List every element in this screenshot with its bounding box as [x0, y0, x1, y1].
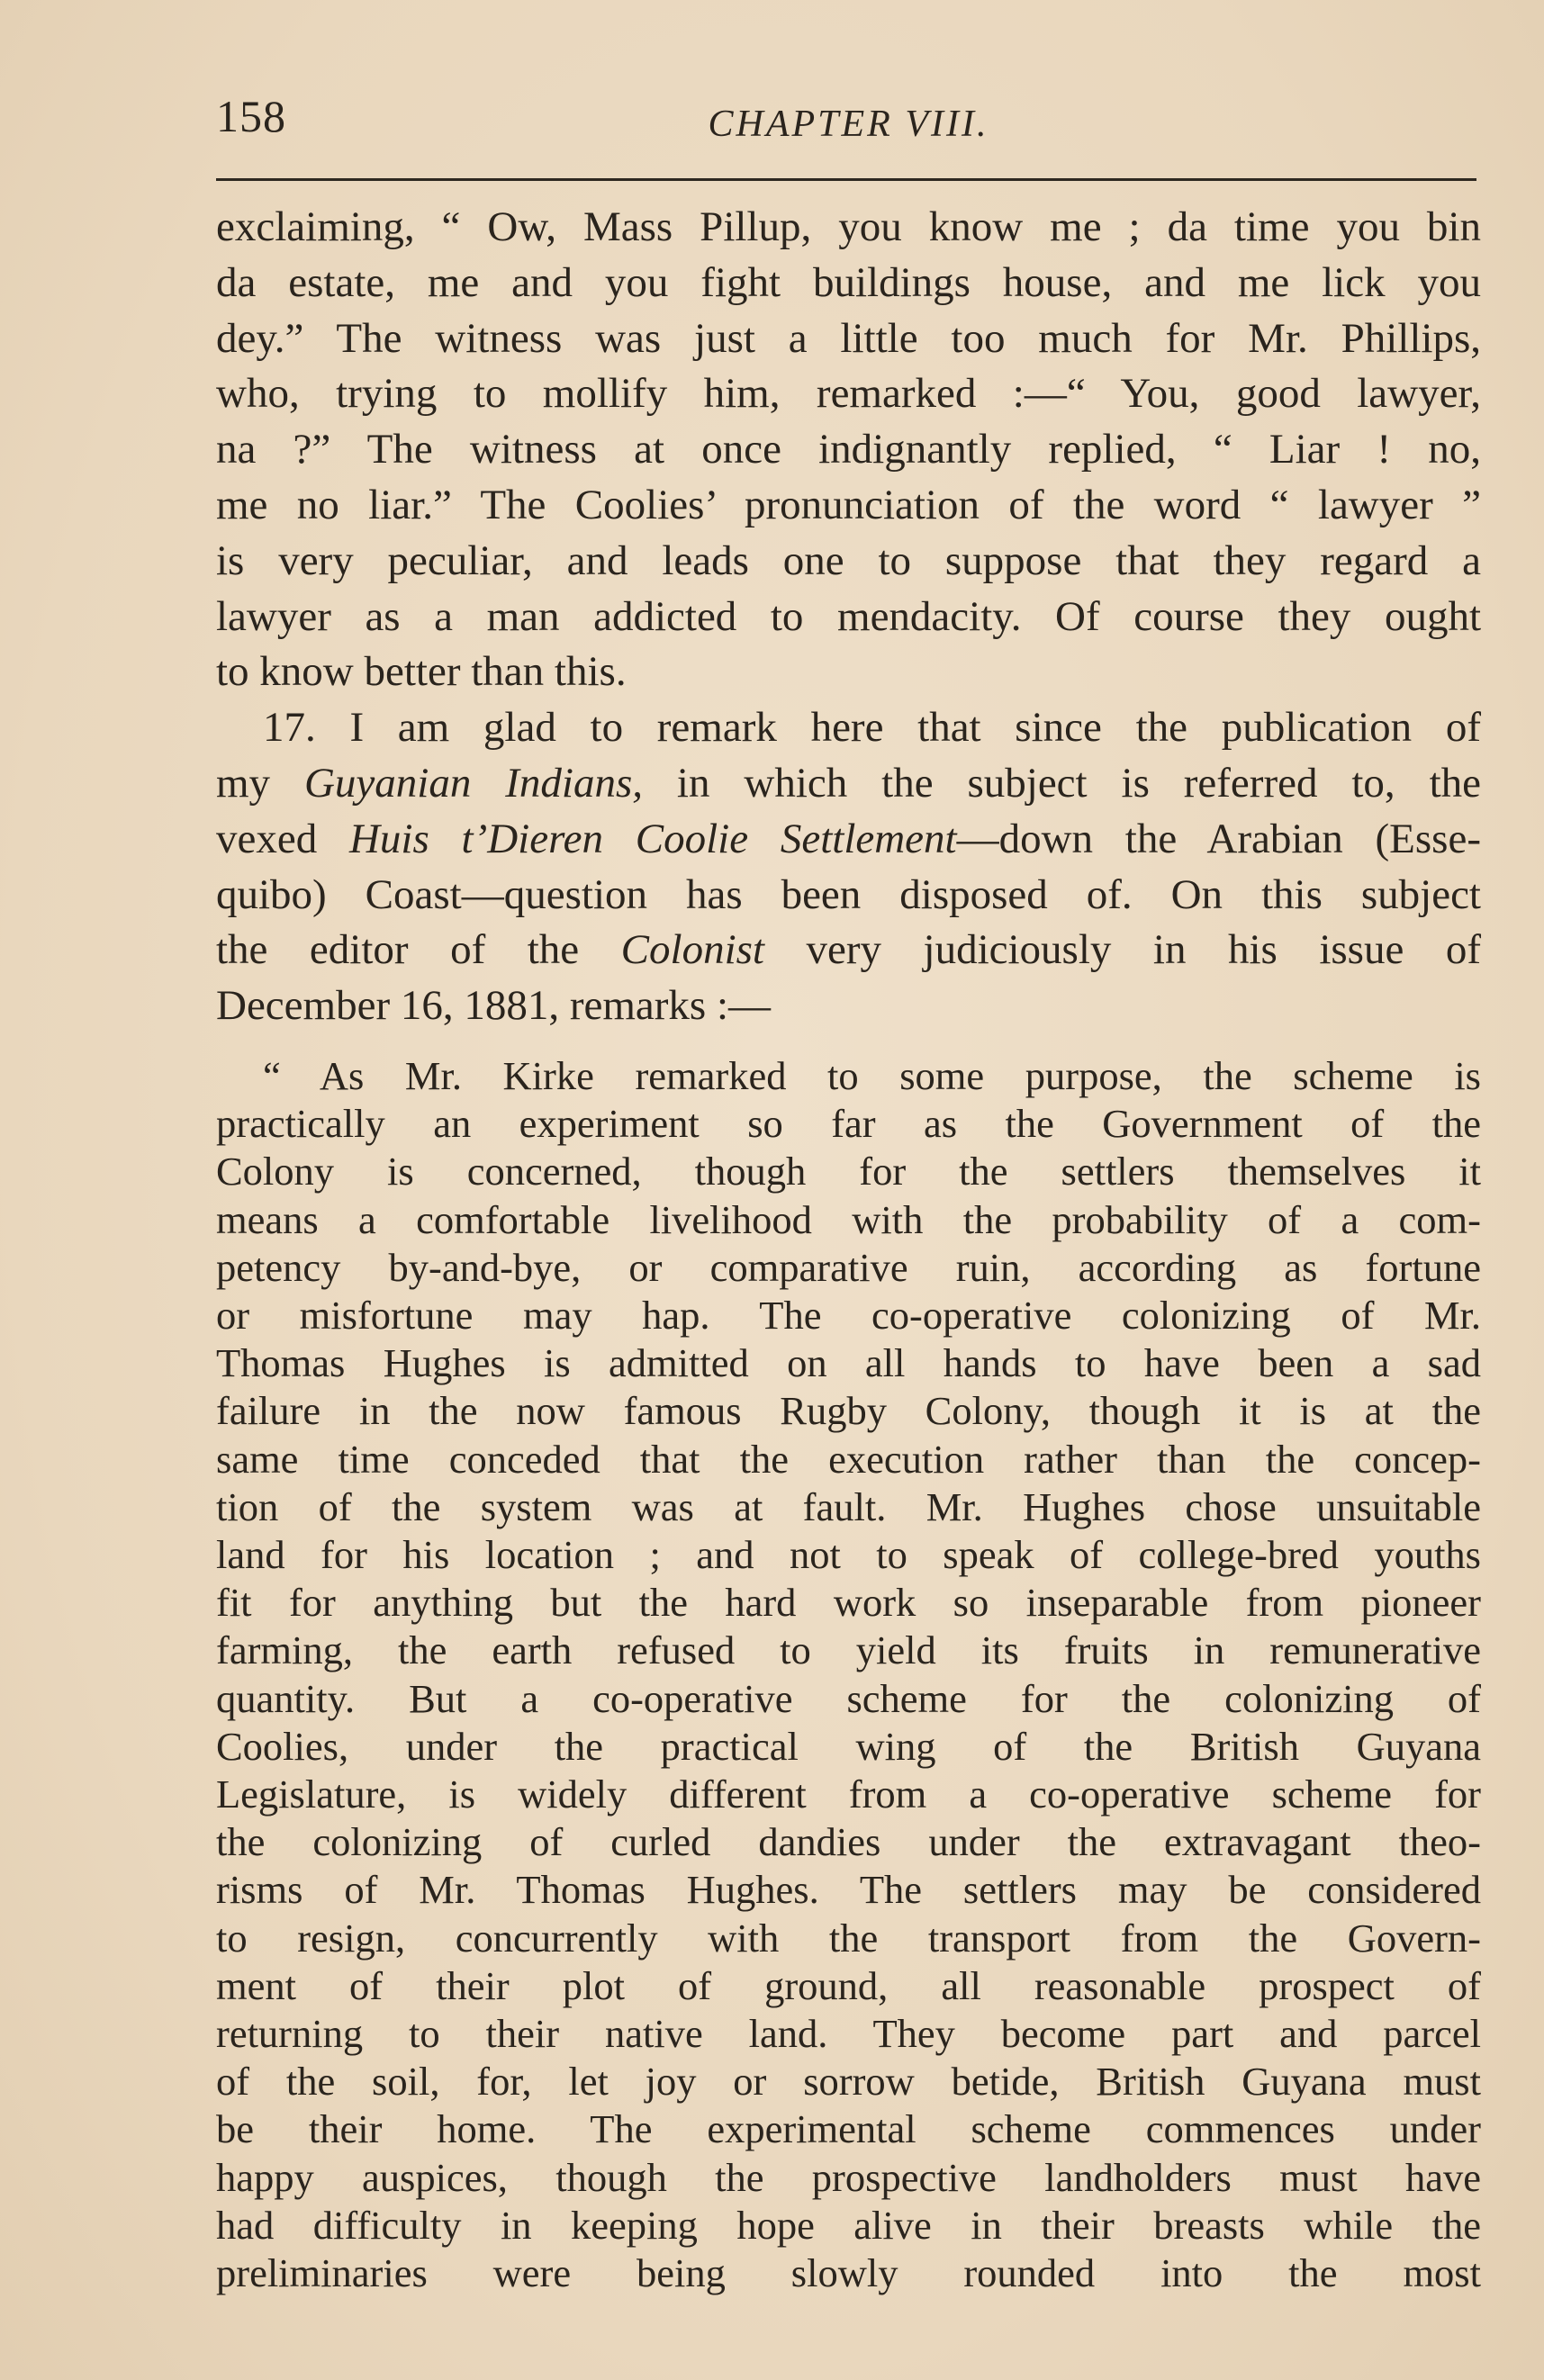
quote-line: failure in the now famous Rugby Colony, though it is at the [216, 1388, 1481, 1434]
header-rule [216, 178, 1476, 181]
text-run: vexed [216, 815, 349, 862]
text-run: in which the subject is referred to, the [643, 759, 1481, 807]
text-line: da estate, me and you fight buildings house, and me lick you [216, 258, 1481, 306]
running-head: CHAPTER VIII. [708, 104, 989, 145]
text-line [216, 756, 1481, 812]
quote-line: means a comfortable livelihood with the probability of a com- [216, 1196, 1481, 1242]
quote-line: the colonizing of curled dandies under the extravagant theo- [216, 1819, 1481, 1865]
quote-line: returning to their native land. They become part and parcel [216, 2011, 1481, 2057]
text-line: exclaiming, “ Ow, Mass Pillup, you know me ; da time you bin [216, 203, 1481, 250]
text-line: to know better than this. [216, 648, 627, 696]
quote-line: fit for anything but the hard work so inseparable from pioneer [216, 1580, 1481, 1626]
quote-line: petency by-and-bye, or comparative ruin, according as fortune [216, 1244, 1481, 1290]
quote-line: quantity. But a co-operative scheme for the colonizing of [216, 1675, 1481, 1721]
quote-line: land for his location ; and not to speak of college-bred youths [216, 1531, 1481, 1577]
newspaper-name-italic: Colonist [620, 926, 764, 974]
block-quote [216, 1052, 1481, 2297]
body-text [216, 200, 1481, 2297]
quote-line: preliminaries were being slowly rounded into the most [216, 2250, 1481, 2296]
text-line [216, 923, 1481, 978]
text-line: me no liar.” The Coolies’ pronunciation of the word “ lawyer ” [216, 481, 1481, 528]
quote-line: farming, the earth refused to yield its fruits in remunerative [216, 1627, 1481, 1673]
text-run: —down the Arabian (Esse- [956, 815, 1481, 862]
quote-line: risms of Mr. Thomas Hughes. The settlers may be considered [216, 1867, 1481, 1913]
quote-line: to resign, concurrently with the transport from the Govern- [216, 1915, 1481, 1961]
text-run: very judiciously in his issue of [763, 926, 1481, 974]
text-line: who, trying to mollify him, remarked :—“ You, good lawyer, [216, 370, 1481, 418]
quote-line: of the soil, for, let joy or sorrow betide, British Guyana must [216, 2059, 1481, 2105]
quote-line: Coolies, under the practical wing of the British Guyana [216, 1723, 1481, 1769]
paragraph-2 [216, 700, 1481, 1034]
text-run: the editor of the [216, 926, 621, 974]
page-header [216, 90, 1481, 153]
quote-line: Thomas Hughes is admitted on all hands to have been a sad [216, 1340, 1481, 1386]
text-line: lawyer as a man addicted to mendacity. Of course they ought [216, 592, 1481, 640]
text-line: 17. I am glad to remark here that since the publication of [263, 704, 1481, 752]
quote-line: Legislature, is widely different from a co-operative scheme for [216, 1771, 1481, 1817]
text-line: is very peculiar, and leads one to suppose that they regard a [216, 536, 1481, 584]
settlement-name-italic: Huis t’Dieren Coolie Settlement [348, 815, 957, 862]
text-line: December 16, 1881, remarks :— [216, 982, 772, 1030]
quote-line: happy auspices, though the prospective landholders must have [216, 2154, 1481, 2200]
quote-line: ment of their plot of ground, all reasonable prospect of [216, 1962, 1481, 2008]
quote-line: or misfortune may hap. The co-operative colonizing of Mr. [216, 1292, 1481, 1338]
quote-line: be their home. The experimental scheme commences under [216, 2106, 1481, 2152]
text-line: quibo) Coast—question has been disposed of. On this subject [216, 870, 1481, 918]
book-title-italic: Guyanian Indians, [303, 759, 643, 807]
text-line [216, 812, 1481, 868]
page-number: 158 [216, 91, 286, 141]
quote-line: same time conceded that the execution rather than the concep- [216, 1436, 1481, 1482]
text-line: dey.” The witness was just a little too much for Mr. Phillips, [216, 314, 1481, 362]
quote-line: tion of the system was at fault. Mr. Hughes chose unsuitable [216, 1483, 1481, 1529]
text-line: na ?” The witness at once indignantly replied, “ Liar ! no, [216, 426, 1481, 473]
quote-line: Colony is concerned, though for the settlers themselves it [216, 1149, 1481, 1195]
quote-line: “ As Mr. Kirke remarked to some purpose, the scheme is [263, 1052, 1481, 1098]
text-run: my [216, 759, 304, 807]
paragraph-1 [216, 200, 1481, 700]
quote-line: practically an experiment so far as the Government of the [216, 1101, 1481, 1147]
quote-line: had difficulty in keeping hope alive in their breasts while the [216, 2202, 1481, 2248]
